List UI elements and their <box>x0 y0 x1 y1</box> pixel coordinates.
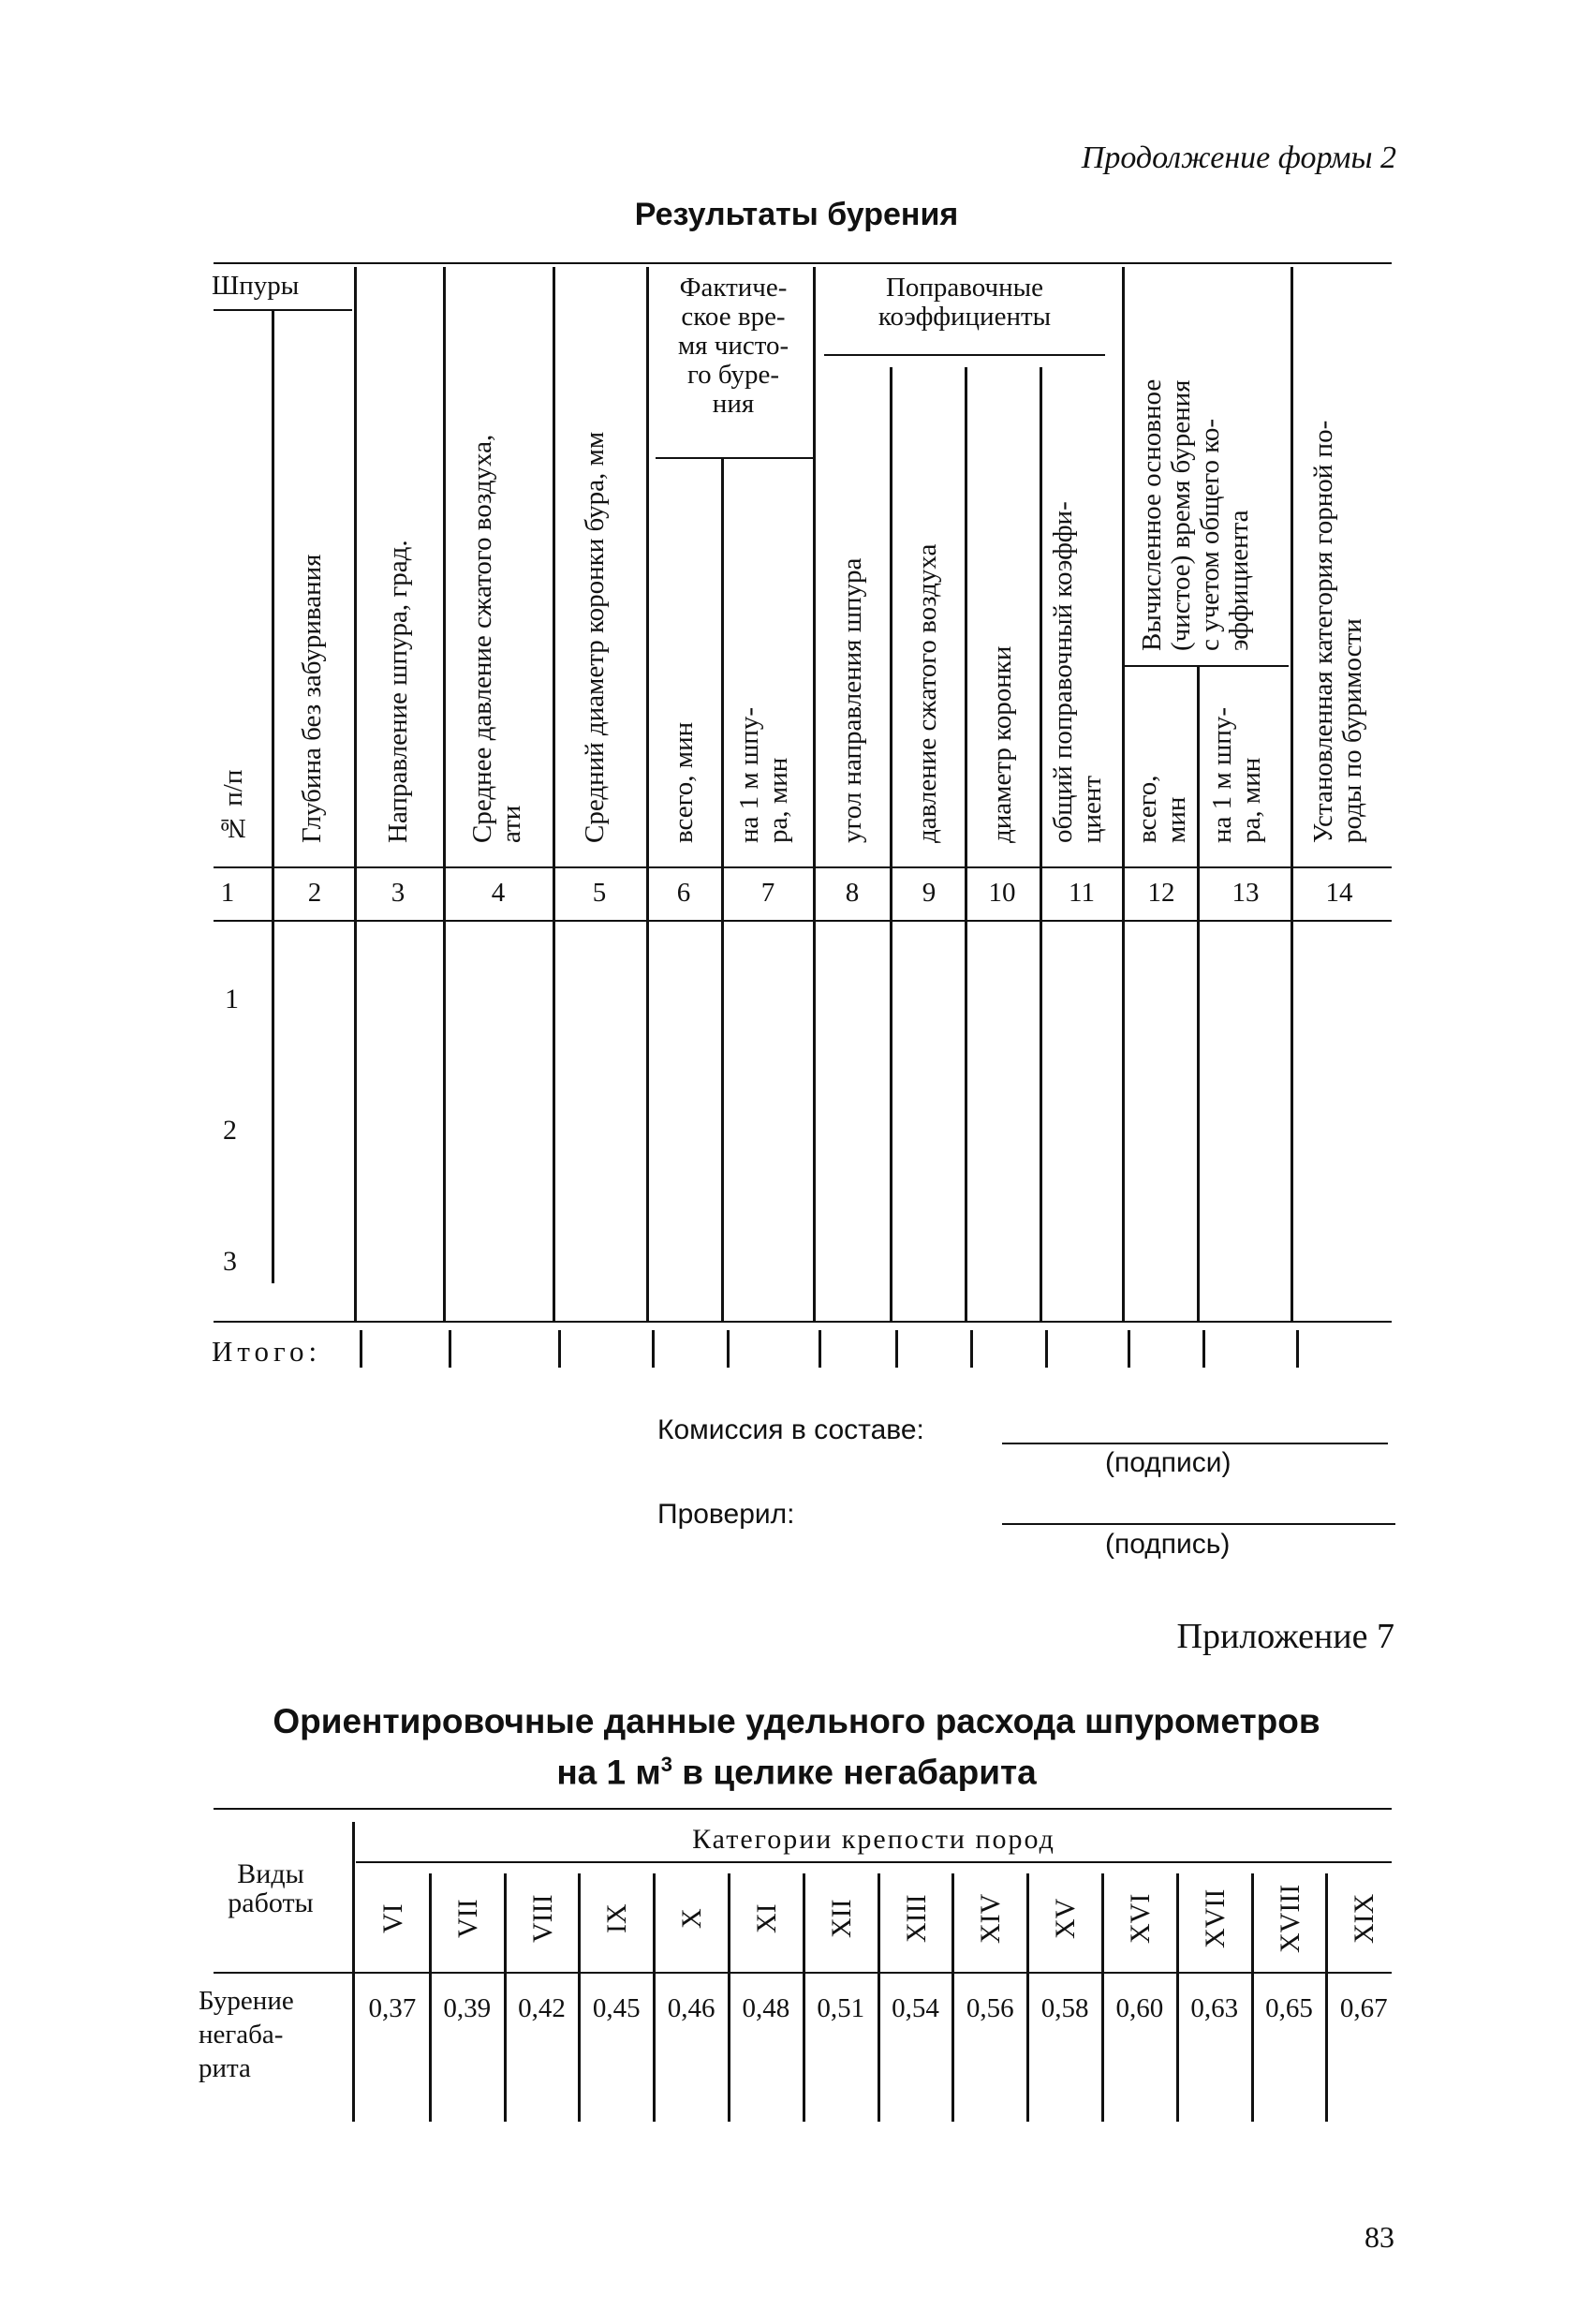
checked-signature-line <box>1002 1523 1395 1525</box>
category-label: VII <box>451 1899 483 1938</box>
category-label: XIV <box>975 1893 1007 1944</box>
column-divider <box>653 1873 656 2122</box>
header-category: Установленная категория горной по- роды по буримости <box>1308 420 1367 843</box>
appendix-title-line1: Ориентировочные данные удельного расхода шпурометров <box>273 1702 1320 1740</box>
value-cell: 0,58 <box>1040 1993 1089 2023</box>
header-general-coef: общий поправочный коэффи- циент <box>1048 501 1107 843</box>
column-divider <box>1176 1873 1179 2122</box>
commission-signature-line <box>1002 1443 1388 1444</box>
column-divider <box>429 1873 432 2122</box>
header-total: всего, мин <box>669 721 699 843</box>
category-label: VI <box>377 1903 408 1933</box>
column-divider <box>728 1873 730 2122</box>
column-divider <box>504 1873 507 2122</box>
value-cell: 0,56 <box>966 1993 1014 2023</box>
value-cell: 0,37 <box>368 1993 417 2023</box>
header-angle: угол направления шпура <box>837 557 867 843</box>
col-num: 8 <box>845 878 860 908</box>
column-divider <box>1325 1873 1328 2122</box>
col-num: 4 <box>491 878 506 908</box>
value-cell: 0,60 <box>1115 1993 1164 2023</box>
header-depth: Глубина без забуривания <box>297 554 327 843</box>
header-calc-total: всего, мин <box>1132 775 1191 843</box>
appendix-label: Приложение 7 <box>1176 1617 1394 1656</box>
header-air-pressure: давление сжатого воздуха <box>912 543 942 843</box>
table-row: 3 <box>223 1246 237 1277</box>
col-num: 1 <box>220 878 235 908</box>
header-direction: Направление шпура, град. <box>383 540 413 843</box>
commission-caption: (подписи) <box>1105 1447 1232 1478</box>
column-divider <box>1251 1873 1254 2122</box>
category-label: XIX <box>1349 1893 1380 1944</box>
col-num: 5 <box>592 878 607 908</box>
header-per-meter: на 1 м шпу- ра, мин <box>734 707 793 843</box>
category-label: VIII <box>526 1894 558 1943</box>
commission-label: Комиссия в составе: <box>657 1414 924 1445</box>
header-actual-time: Фактиче- ское вре- мя чисто- го буре- ния <box>677 273 789 419</box>
value-cell: 0,51 <box>817 1993 865 2023</box>
appendix-title-line2: на 1 $м^3$ в целике негабарита <box>556 1753 1037 1792</box>
category-label: XVIII <box>1274 1884 1305 1953</box>
appendix-title <box>0 1700 1593 1794</box>
table-row: 1 <box>225 984 239 1014</box>
col-num: 3 <box>391 878 406 908</box>
header-number: № п/п <box>218 769 248 843</box>
form-continuation: Продолжение формы 2 <box>1081 141 1396 175</box>
category-label: X <box>676 1908 708 1929</box>
category-label: XII <box>825 1899 857 1938</box>
header-coefficients: Поправочные коэффициенты <box>878 273 1052 332</box>
header-crown-diameter: диаметр коронки <box>987 645 1017 843</box>
total-label: Итого: <box>212 1335 322 1368</box>
value-cell: 0,54 <box>892 1993 939 2023</box>
value-cell: 0,46 <box>667 1993 715 2023</box>
column-divider <box>1026 1873 1029 2122</box>
header-pressure: Среднее давление сжатого воздуха, ати <box>467 434 526 843</box>
value-cell: 0,48 <box>742 1993 790 2023</box>
value-cell: 0,39 <box>443 1993 492 2023</box>
col-num: 6 <box>676 878 691 908</box>
col-num: 14 <box>1325 878 1353 908</box>
column-divider <box>878 1873 880 2122</box>
header-diameter: Средний диаметр коронки бура, мм <box>580 431 610 843</box>
header-calc-per-meter: на 1 м шпу- ра, мин <box>1207 707 1266 843</box>
category-label: XVII <box>1199 1888 1231 1948</box>
value-cell: 0,45 <box>592 1993 641 2023</box>
col-num: 2 <box>307 878 322 908</box>
column-divider <box>803 1873 805 2122</box>
categories-header: Категории крепости пород <box>692 1824 1055 1855</box>
category-label: IX <box>601 1903 633 1933</box>
checked-caption: (подпись) <box>1105 1529 1231 1560</box>
col-num: 10 <box>988 878 1016 908</box>
category-label: XV <box>1050 1898 1082 1939</box>
row-header-work-type: Виды работы <box>228 1858 314 1918</box>
value-cell: 0,63 <box>1190 1993 1239 2023</box>
value-cell: 0,42 <box>518 1993 566 2023</box>
category-label: XI <box>751 1903 782 1933</box>
value-cell: 0,65 <box>1265 1993 1313 2023</box>
category-label: XVI <box>1125 1893 1156 1944</box>
col-num: 9 <box>922 878 937 908</box>
col-num: 7 <box>760 878 775 908</box>
page-number: 83 <box>1364 2220 1394 2254</box>
category-label: XIII <box>900 1894 932 1943</box>
col-num: 12 <box>1147 878 1175 908</box>
value-cell: 0,67 <box>1339 1993 1388 2023</box>
column-divider <box>951 1873 954 2122</box>
checked-label: Проверил: <box>657 1499 795 1530</box>
table-title: Результаты бурения <box>634 197 959 232</box>
column-divider <box>1101 1873 1104 2122</box>
col-num: 13 <box>1232 878 1260 908</box>
header-shpury: Шпуры <box>212 271 300 301</box>
table-row: 2 <box>223 1115 237 1146</box>
header-calculated: Вычисленное основное (чистое) время бурения с учетом общего ко- эффициента <box>1137 378 1254 651</box>
column-divider <box>578 1873 581 2122</box>
row-label-drilling: Бурение негаба- рита <box>199 1986 294 2083</box>
col-num: 11 <box>1069 878 1095 908</box>
